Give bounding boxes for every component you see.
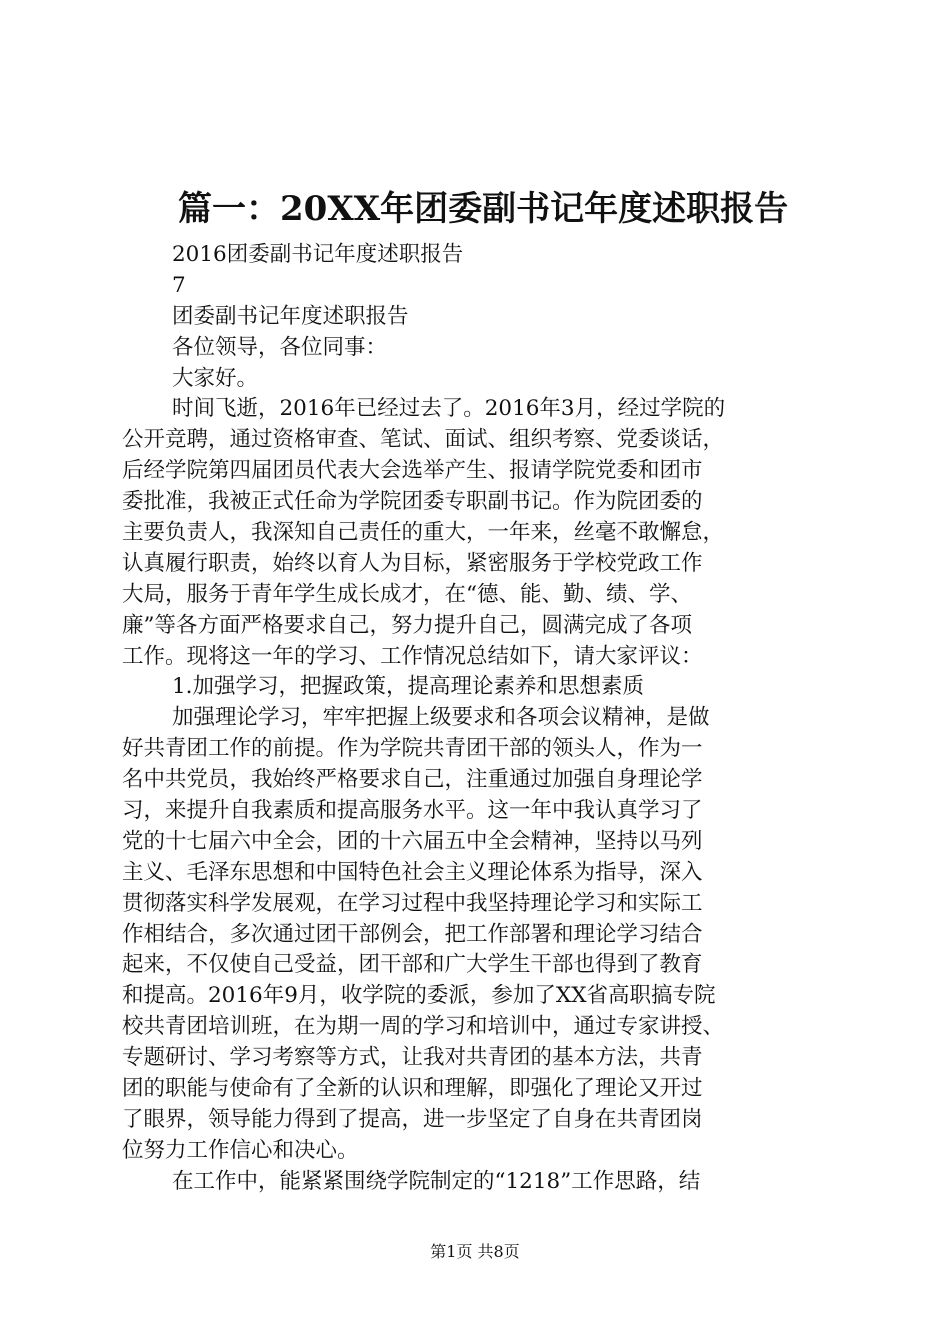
- body-line: 和提高。2016年9月，收学院的委派，参加了XX省高职搞专院: [122, 983, 716, 1009]
- body-line: 委批准，我被正式任命为学院团委专职副书记。作为院团委的: [122, 489, 703, 515]
- body-line: 作相结合，多次通过团干部例会，把工作部署和理论学习结合: [122, 921, 703, 947]
- body-line: 贯彻落实科学发展观，在学习过程中我坚持理论学习和实际工: [122, 890, 703, 916]
- body-line: 主义、毛泽东思想和中国特色社会主义理论体系为指导，深入: [122, 859, 703, 885]
- body-line: 在工作中，能紧紧围绕学院制定的“1218”工作思路，结: [172, 1168, 701, 1194]
- body-line: 大局，服务于青年学生成长成才，在“德、能、勤、绩、学、: [122, 581, 692, 607]
- body-line: 团的职能与使命有了全新的认识和理解，即强化了理论又开过: [122, 1076, 703, 1102]
- body-line: 7: [172, 272, 186, 298]
- body-line: 名中共党员，我始终严格要求自己，注重通过加强自身理论学: [122, 767, 703, 793]
- body-line: 工作。现将这一年的学习、工作情况总结如下，请大家评议：: [122, 643, 703, 669]
- body-line: 专题研讨、学习考察等方式，让我对共青团的基本方法，共青: [122, 1045, 703, 1071]
- body-line: 位努力工作信心和决心。: [122, 1137, 359, 1163]
- document-body: [122, 240, 834, 1198]
- body-line: 时间飞逝，2016年已经过去了。2016年3月，经过学院的: [172, 396, 726, 422]
- body-line: 认真履行职责，始终以育人为目标，紧密服务于学校党政工作: [122, 550, 703, 576]
- document-title: 篇一：20XX年团委副书记年度述职报告: [178, 189, 789, 229]
- body-line: 好共青团工作的前提。作为学院共青团干部的领头人，作为一: [122, 736, 703, 762]
- body-line: 了眼界，领导能力得到了提高，进一步坚定了自身在共青团岗: [122, 1106, 703, 1132]
- body-line: 后经学院第四届团员代表大会选举产生、报请学院党委和团市: [122, 458, 703, 484]
- body-line: 各位领导，各位同事：: [172, 334, 388, 360]
- body-line: 起来，不仅使自己受益，团干部和广大学生干部也得到了教育: [122, 952, 703, 978]
- body-line: 2016团委副书记年度述职报告: [172, 242, 464, 267]
- body-line: 加强理论学习，牢牢把握上级要求和各项会议精神，是做: [172, 705, 710, 731]
- page-footer: 第1页 共8页: [430, 1242, 520, 1261]
- section-heading: 1.加强学习，把握政策，提高理论素养和思想素质: [172, 674, 645, 700]
- body-line: 公开竞聘，通过资格审查、笔试、面试、组织考察、党委谈话，: [122, 427, 725, 453]
- body-line: 校共青团培训班，在为期一周的学习和培训中，通过专家讲授、: [122, 1014, 725, 1040]
- body-line: 团委副书记年度述职报告: [172, 303, 409, 329]
- body-line: 大家好。: [172, 365, 259, 391]
- body-line: 习，来提升自我素质和提高服务水平。这一年中我认真学习了: [122, 798, 703, 824]
- body-line: 党的十七届六中全会，团的十六届五中全会精神，坚持以马列: [122, 828, 703, 854]
- body-line: 主要负责人，我深知自己责任的重大，一年来，丝毫不敢懈怠，: [122, 520, 725, 546]
- body-line: 廉”等各方面严格要求自己，努力提升自己，圆满完成了各项: [122, 612, 692, 638]
